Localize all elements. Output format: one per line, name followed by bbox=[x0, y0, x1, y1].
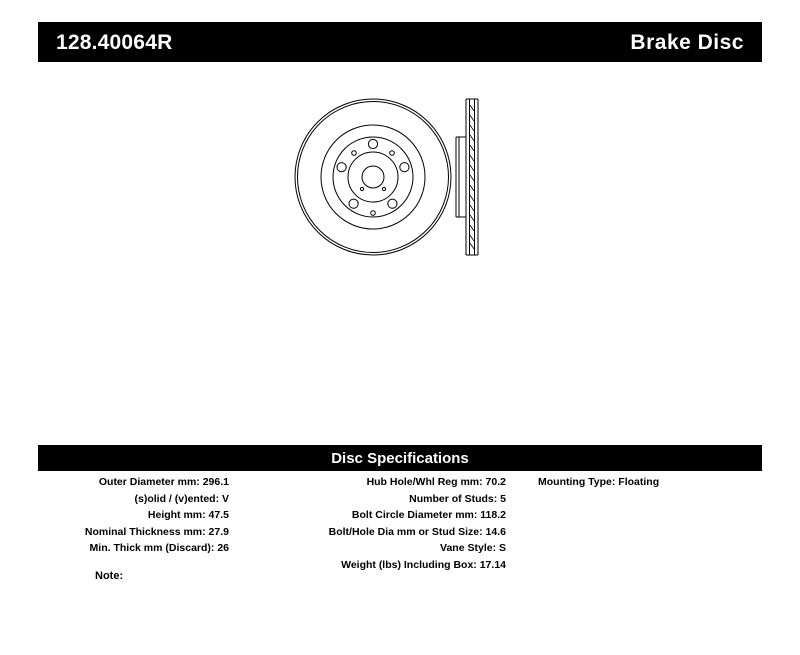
rotor-hat-step-circle bbox=[348, 152, 398, 202]
stud-hole bbox=[368, 139, 377, 148]
spec-title: Disc Specifications bbox=[331, 449, 469, 467]
locating-hole bbox=[390, 151, 395, 156]
spec-line: Vane Style: S bbox=[440, 542, 506, 554]
vane-hatching bbox=[470, 105, 474, 249]
stud-hole bbox=[337, 163, 346, 172]
spec-column-left bbox=[38, 474, 229, 557]
spec-area bbox=[38, 474, 762, 584]
dimple bbox=[382, 187, 385, 190]
spec-line: Nominal Thickness mm: 27.9 bbox=[84, 525, 229, 538]
spec-column-middle bbox=[238, 474, 506, 573]
dimple bbox=[360, 187, 363, 190]
spec-line: Outer Diameter mm: 296.1 bbox=[98, 476, 229, 488]
brake-rotor-drawing-svg bbox=[280, 85, 540, 285]
header-bar bbox=[38, 22, 762, 62]
stud-hole bbox=[400, 163, 409, 172]
spec-line: (s)olid / (v)ented: V bbox=[134, 492, 229, 505]
rotor-outer-edge-inner-circle bbox=[298, 102, 449, 253]
note-label: Note: bbox=[95, 570, 124, 582]
spec-line: Min. Thick mm (Discard): 26 bbox=[89, 542, 229, 554]
stud-hole bbox=[349, 199, 358, 208]
stud-hole bbox=[388, 199, 397, 208]
spec-line: Bolt/Hole Dia mm or Stud Size: 14.6 bbox=[328, 525, 506, 538]
spec-line: Height mm: 47.5 bbox=[147, 509, 229, 521]
locating-hole bbox=[371, 211, 376, 216]
spec-line: Number of Studs: 5 bbox=[409, 492, 506, 505]
brake-rotor-drawing bbox=[280, 85, 540, 285]
spec-line: Hub Hole/Whl Reg mm: 70.2 bbox=[366, 476, 506, 488]
spec-line: Mounting Type: Floating bbox=[538, 476, 660, 488]
product-type-label: Brake Disc bbox=[630, 30, 744, 54]
spec-line: Weight (lbs) Including Box: 17.14 bbox=[341, 558, 506, 571]
locating-hole bbox=[352, 151, 357, 156]
rotor-braking-surface-circle bbox=[321, 125, 425, 229]
hub-hole-circle bbox=[362, 166, 384, 188]
rotor-outer-edge-circle bbox=[295, 99, 451, 255]
spec-title-bar bbox=[38, 445, 762, 471]
spec-column-right bbox=[538, 474, 762, 491]
part-number: 128.40064R bbox=[56, 30, 173, 54]
spec-line: Bolt Circle Diameter mm: 118.2 bbox=[351, 509, 506, 521]
